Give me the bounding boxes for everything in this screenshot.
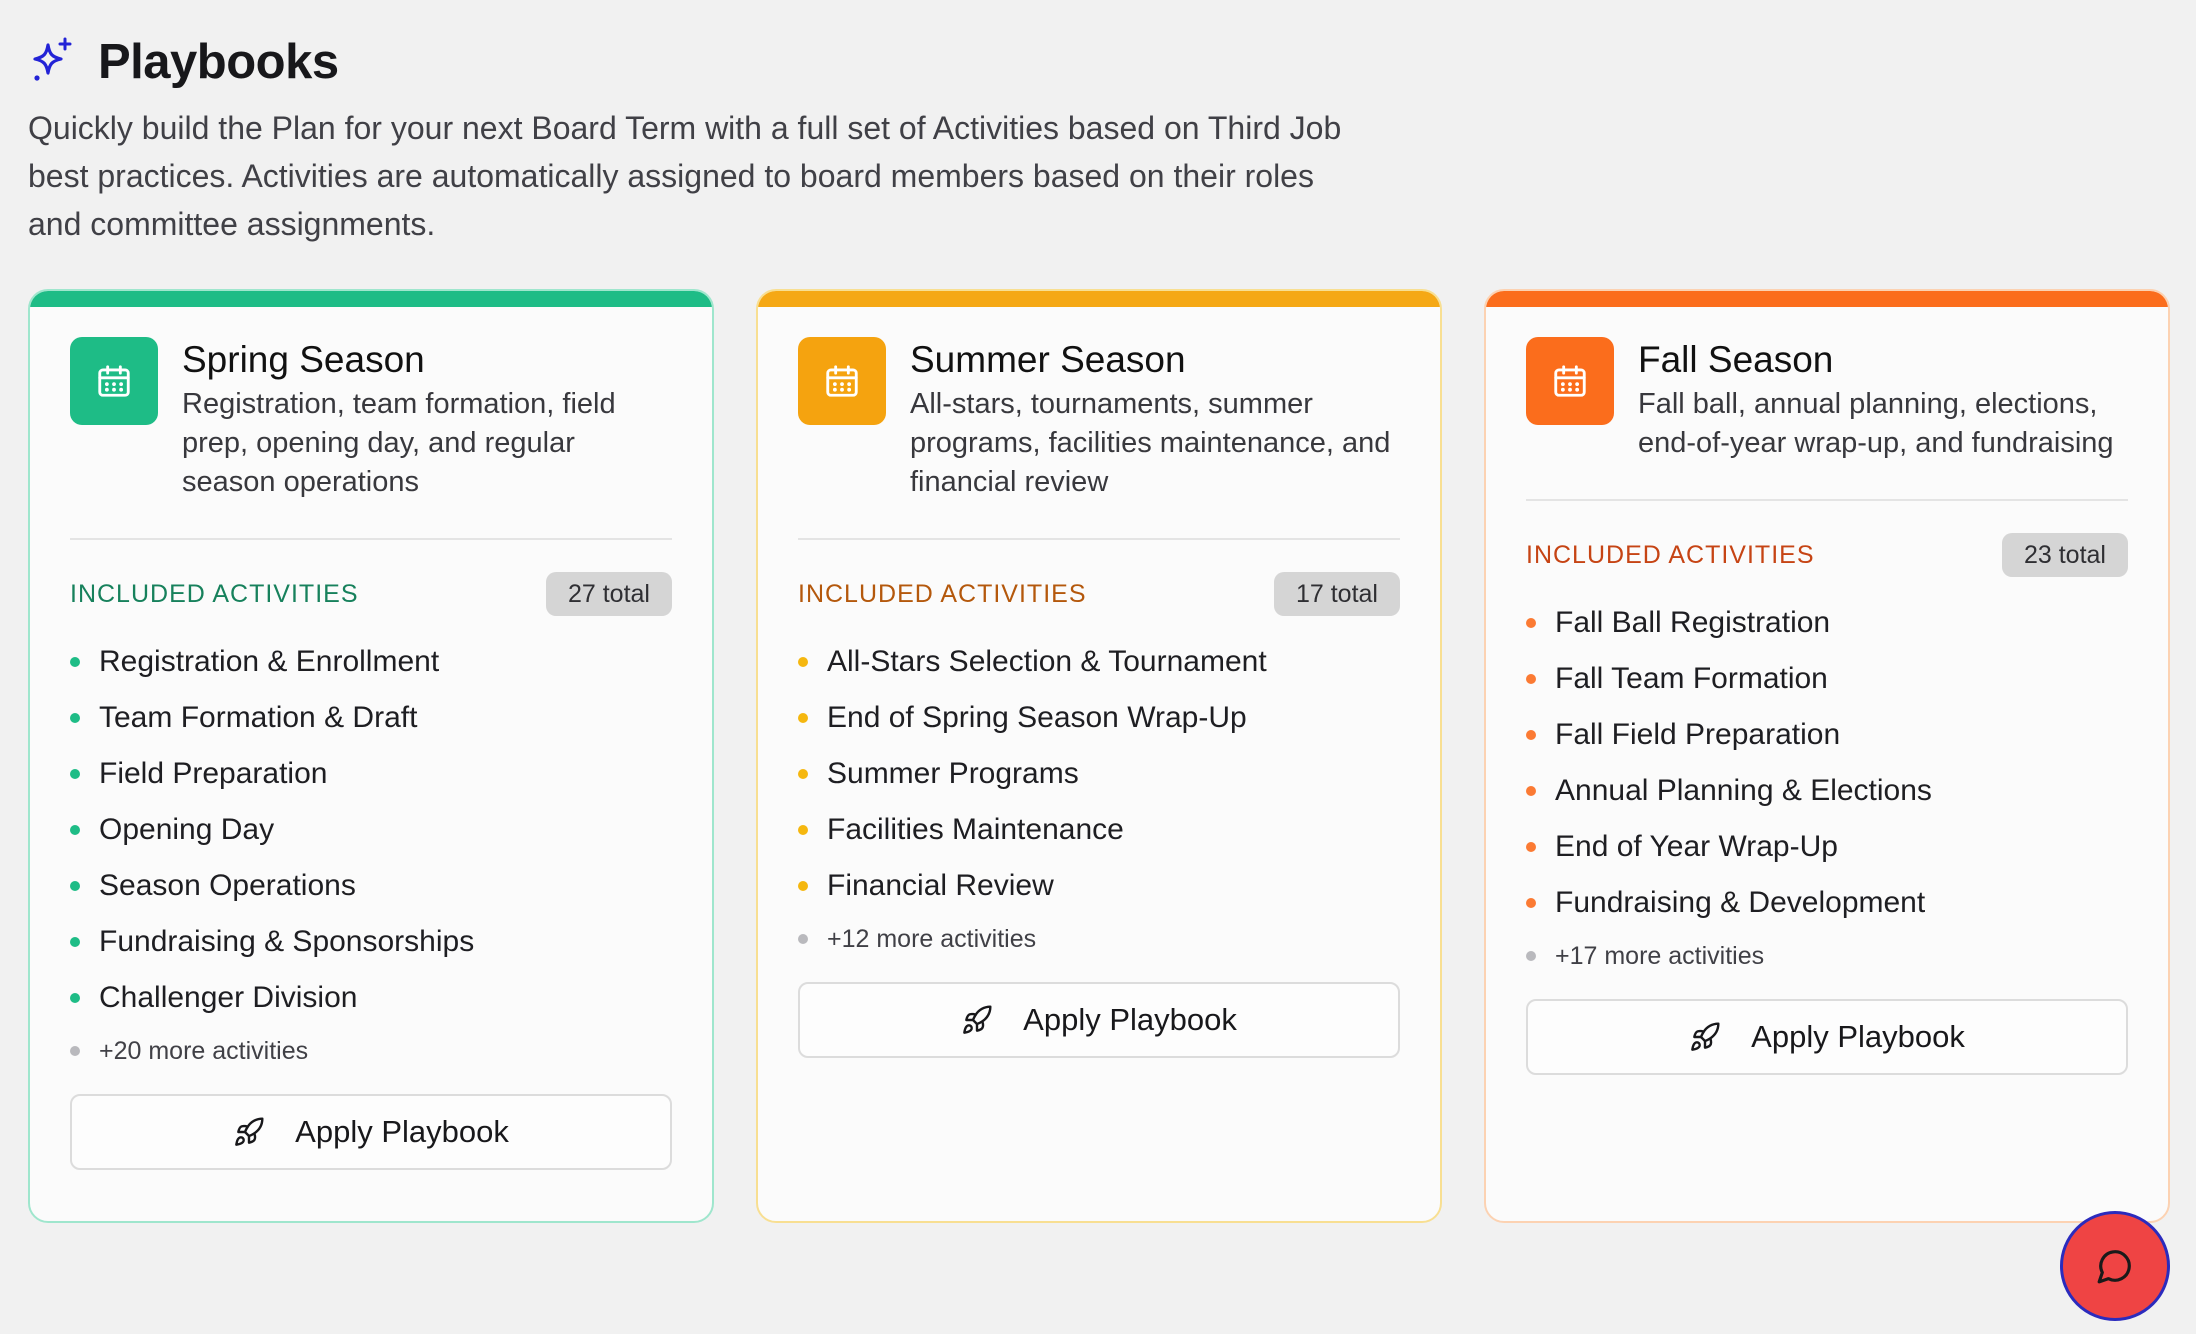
list-item: Facilities Maintenance [798,802,1400,858]
list-item: Fundraising & Sponsorships [70,914,672,970]
card-description: Registration, team formation, field prep, opening day, and regular season operations [182,388,616,498]
list-item: Season Operations [70,858,672,914]
activities-list [1526,595,2128,981]
activities-list [798,634,1400,964]
list-item: Fundraising & Development [1526,875,2128,931]
list-item: Fall Ball Registration [1526,595,2128,651]
playbook-card-spring [28,289,714,1223]
card-title: Summer Season [910,339,1186,380]
list-item: Summer Programs [798,746,1400,802]
apply-playbook-label: Apply Playbook [1751,1019,1965,1054]
more-activities: +20 more activities [70,1026,672,1076]
list-item: End of Year Wrap-Up [1526,819,2128,875]
included-activities-label: INCLUDED ACTIVITIES [798,579,1087,608]
calendar-icon [1526,337,1614,425]
apply-playbook-label: Apply Playbook [295,1114,509,1149]
total-badge: 27 total [546,572,672,616]
calendar-icon [798,337,886,425]
card-accent-bar [758,291,1440,307]
list-item: Field Preparation [70,746,672,802]
apply-playbook-label: Apply Playbook [1023,1002,1237,1037]
total-badge: 23 total [2002,533,2128,577]
list-item: All-Stars Selection & Tournament [798,634,1400,690]
list-item: Fall Team Formation [1526,651,2128,707]
included-activities-label: INCLUDED ACTIVITIES [1526,540,1815,569]
page-header [28,0,2168,102]
rocket-icon [1689,1021,1721,1053]
list-item: Registration & Enrollment [70,634,672,690]
list-item: Team Formation & Draft [70,690,672,746]
included-activities-label: INCLUDED ACTIVITIES [70,579,359,608]
card-divider [1526,499,2128,501]
list-item: Annual Planning & Elections [1526,763,2128,819]
page-title: Playbooks [98,35,339,89]
total-badge: 17 total [1274,572,1400,616]
apply-playbook-button[interactable] [70,1094,672,1170]
playbook-cards [28,289,2170,1223]
playbook-card-summer [756,289,1442,1223]
card-title: Spring Season [182,339,425,380]
activities-list [70,634,672,1076]
page-description: Quickly build the Plan for your next Board Term with a full set of Activities based on Third Job best practices. Activities are automatically assigned to board members based on their roles and committee assignments. [28,110,1342,242]
more-activities: +12 more activities [798,914,1400,964]
list-item: Fall Field Preparation [1526,707,2128,763]
card-title: Fall Season [1638,339,1834,380]
card-description: All-stars, tournaments, summer programs, facilities maintenance, and financial review [910,388,1391,498]
list-item: Opening Day [70,802,672,858]
card-accent-bar [30,291,712,307]
playbook-card-fall [1484,289,2170,1223]
list-item: Financial Review [798,858,1400,914]
apply-playbook-button[interactable] [798,982,1400,1058]
more-activities: +17 more activities [1526,931,2128,981]
apply-playbook-button[interactable] [1526,999,2128,1075]
card-accent-bar [1486,291,2168,307]
sparkles-icon [28,37,78,87]
card-divider [70,538,672,540]
chat-button[interactable] [2060,1211,2170,1321]
rocket-icon [233,1116,265,1148]
card-description: Fall ball, annual planning, elections, end-of-year wrap-up, and fundraising [1638,388,2114,459]
list-item: End of Spring Season Wrap-Up [798,690,1400,746]
rocket-icon [961,1004,993,1036]
chat-bubble-icon [2096,1247,2134,1285]
calendar-icon [70,337,158,425]
list-item: Challenger Division [70,970,672,1026]
card-divider [798,538,1400,540]
